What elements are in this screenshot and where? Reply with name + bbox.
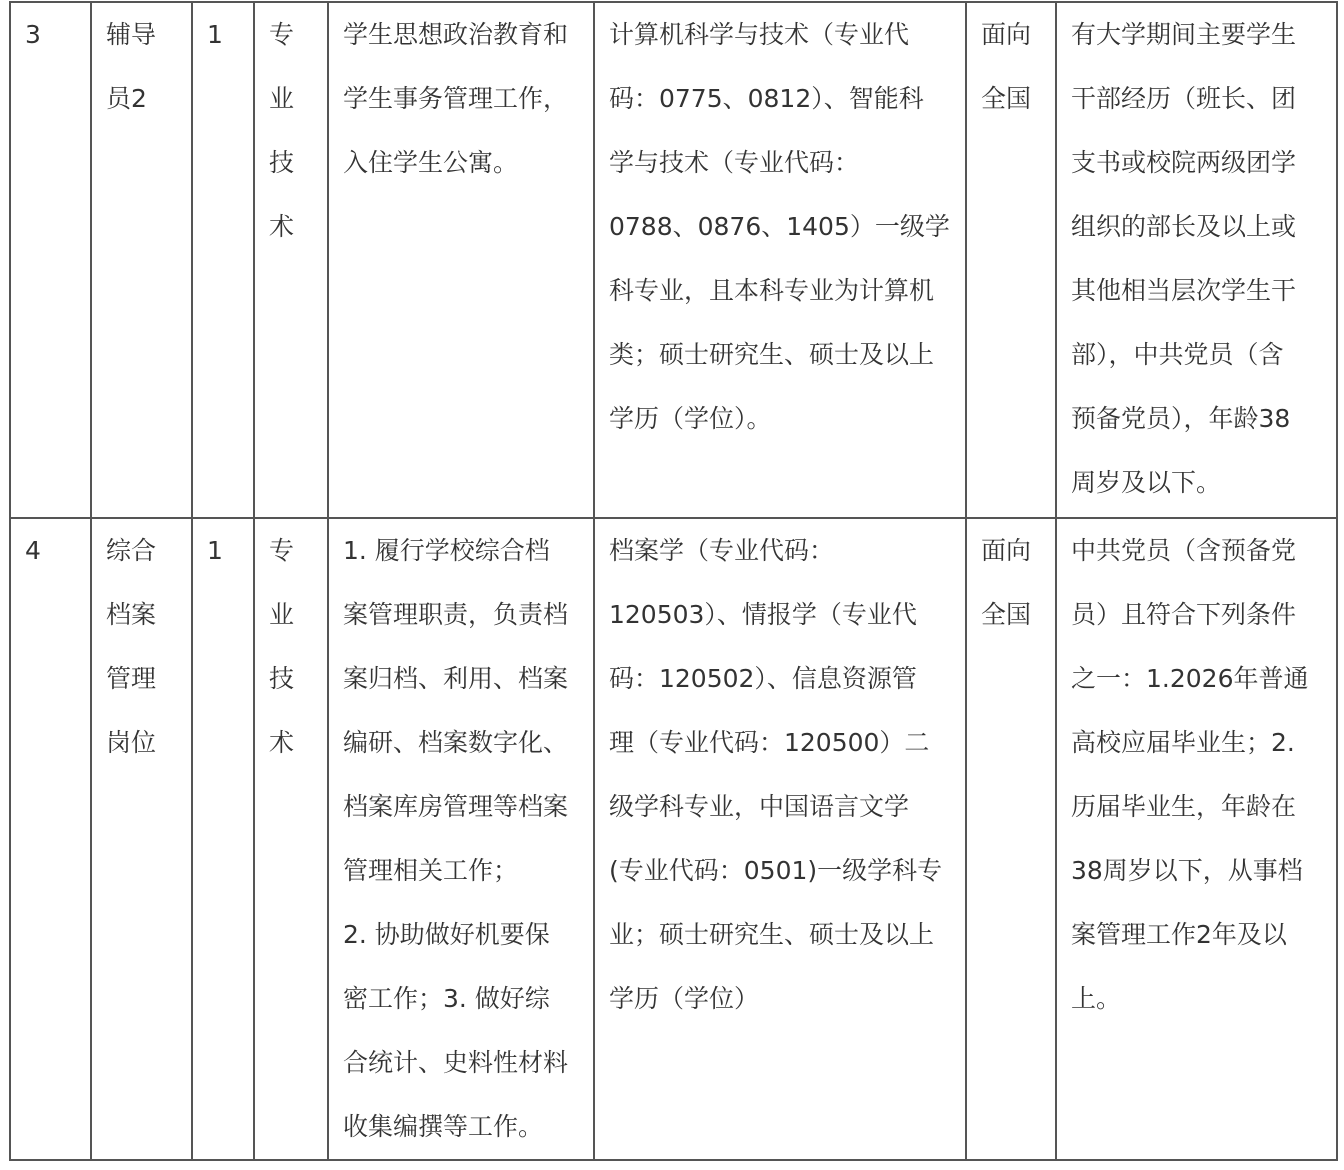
row-index-cell: 3 xyxy=(10,2,91,518)
position-name-cell: 综合 档案 管理 岗位 xyxy=(91,518,192,1160)
headcount-cell: 1 xyxy=(192,2,254,518)
job-duties-cell: 学生思想政治教育和 学生事务管理工作， 入住学生公寓。 xyxy=(328,2,594,518)
major-requirements-cell: 计算机科学与技术（专业代 码：0775、0812）、智能科 学与技术（专业代码： 0788、0876、1405）一级学 科专业，且本科专业为计算机 类；硕士研究生、硕士及以上 学历（学位）。 xyxy=(594,2,966,518)
other-requirements-cell: 中共党员（含预备党 员）且符合下列条件 之一：1.2026年普通 高校应届毕业生；2. 历届毕业生，年龄在 38周岁以下，从事档 案管理工作2年及以 上。 xyxy=(1056,518,1337,1160)
position-category-cell: 专 业 技 术 xyxy=(254,2,328,518)
other-requirements-cell: 有大学期间主要学生 干部经历（班长、团 支书或校院两级团学 组织的部长及以上或 其他相当层次学生干 部），中共党员（含 预备党员），年龄38 周岁及以下。 xyxy=(1056,2,1337,518)
row-index-cell: 4 xyxy=(10,518,91,1160)
table-row xyxy=(10,518,1337,1160)
position-category-cell: 专 业 技 术 xyxy=(254,518,328,1160)
job-duties-cell: 1. 履行学校综合档 案管理职责，负责档 案归档、利用、档案 编研、档案数字化、 档案库房管理等档案 管理相关工作； 2. 协助做好机要保 密工作；3. 做好综 合统计、史料性材料 收集编撰等工作。 xyxy=(328,518,594,1160)
position-name-cell: 辅导 员2 xyxy=(91,2,192,518)
headcount-cell: 1 xyxy=(192,518,254,1160)
major-requirements-cell: 档案学（专业代码： 120503）、情报学（专业代 码：120502）、信息资源管 理（专业代码：120500）二 级学科专业，中国语言文学 (专业代码：0501)一级学科专 业；硕士研究生、硕士及以上 学历（学位） xyxy=(594,518,966,1160)
table-row xyxy=(10,2,1337,518)
recruitment-scope-cell: 面向 全国 xyxy=(966,2,1056,518)
job-positions-table xyxy=(9,1,1338,1161)
recruitment-scope-cell: 面向 全国 xyxy=(966,518,1056,1160)
